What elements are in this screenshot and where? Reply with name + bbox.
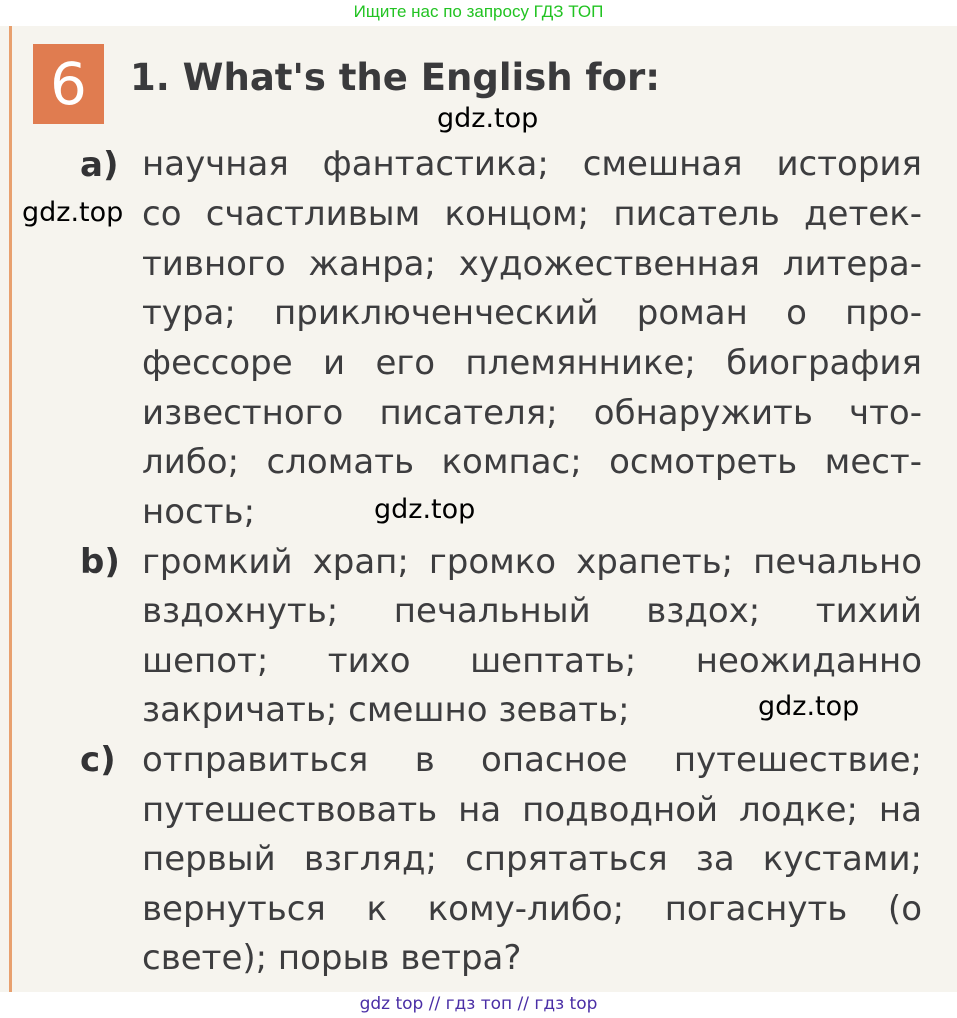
- item-c-line: путешествовать на подводной лодке; на: [142, 790, 922, 830]
- item-a-line: со счастливым концом; писатель детек-: [142, 194, 922, 234]
- item-label-b: b): [80, 542, 120, 582]
- top-banner: Ищите нас по запросу ГДЗ ТОП: [353, 2, 604, 21]
- item-a-line: либо; сломать компас; осмотреть мест-: [142, 442, 922, 482]
- item-a-line: известного писателя; обнаружить что-: [142, 393, 922, 433]
- item-c-line: отправиться в опасное путешествие;: [142, 740, 922, 780]
- item-label-a: a): [80, 145, 119, 185]
- item-a-line: ность;: [142, 492, 256, 532]
- item-a-line: фессоре и его племяннике; биография: [142, 343, 922, 383]
- watermark: gdz.top: [22, 197, 124, 228]
- watermark: gdz.top: [437, 103, 539, 134]
- watermark: gdz.top: [758, 691, 860, 722]
- item-c-line: первый взгляд; спрятаться за кустами;: [142, 839, 922, 879]
- left-margin-rule: [9, 26, 12, 992]
- textbook-page: [0, 26, 957, 992]
- item-b-line: громкий храп; громко храпеть; печально: [142, 542, 922, 582]
- item-b-line: закричать; смешно зевать;: [142, 690, 630, 730]
- watermark: gdz.top: [374, 494, 476, 525]
- item-a-line: научная фантастика; смешная история: [142, 144, 922, 184]
- task-title: 1. What's the English for:: [130, 56, 660, 99]
- item-label-c: c): [80, 740, 116, 780]
- bottom-banner: gdz top // гдз топ // гдз top: [359, 994, 598, 1014]
- item-a-line: тивного жанра; художественная литера-: [142, 244, 922, 284]
- item-a-line: тура; приключенческий роман о про-: [142, 293, 922, 333]
- item-b-line: вздохнуть; печальный вздох; тихий: [142, 591, 922, 631]
- item-b-line: шепот; тихо шептать; неожиданно: [142, 641, 922, 681]
- item-c-line: вернуться к кому-либо; погаснуть (о: [142, 889, 922, 929]
- item-c-line: свете); порыв ветра?: [142, 938, 522, 978]
- lesson-number-badge: 6: [33, 44, 104, 124]
